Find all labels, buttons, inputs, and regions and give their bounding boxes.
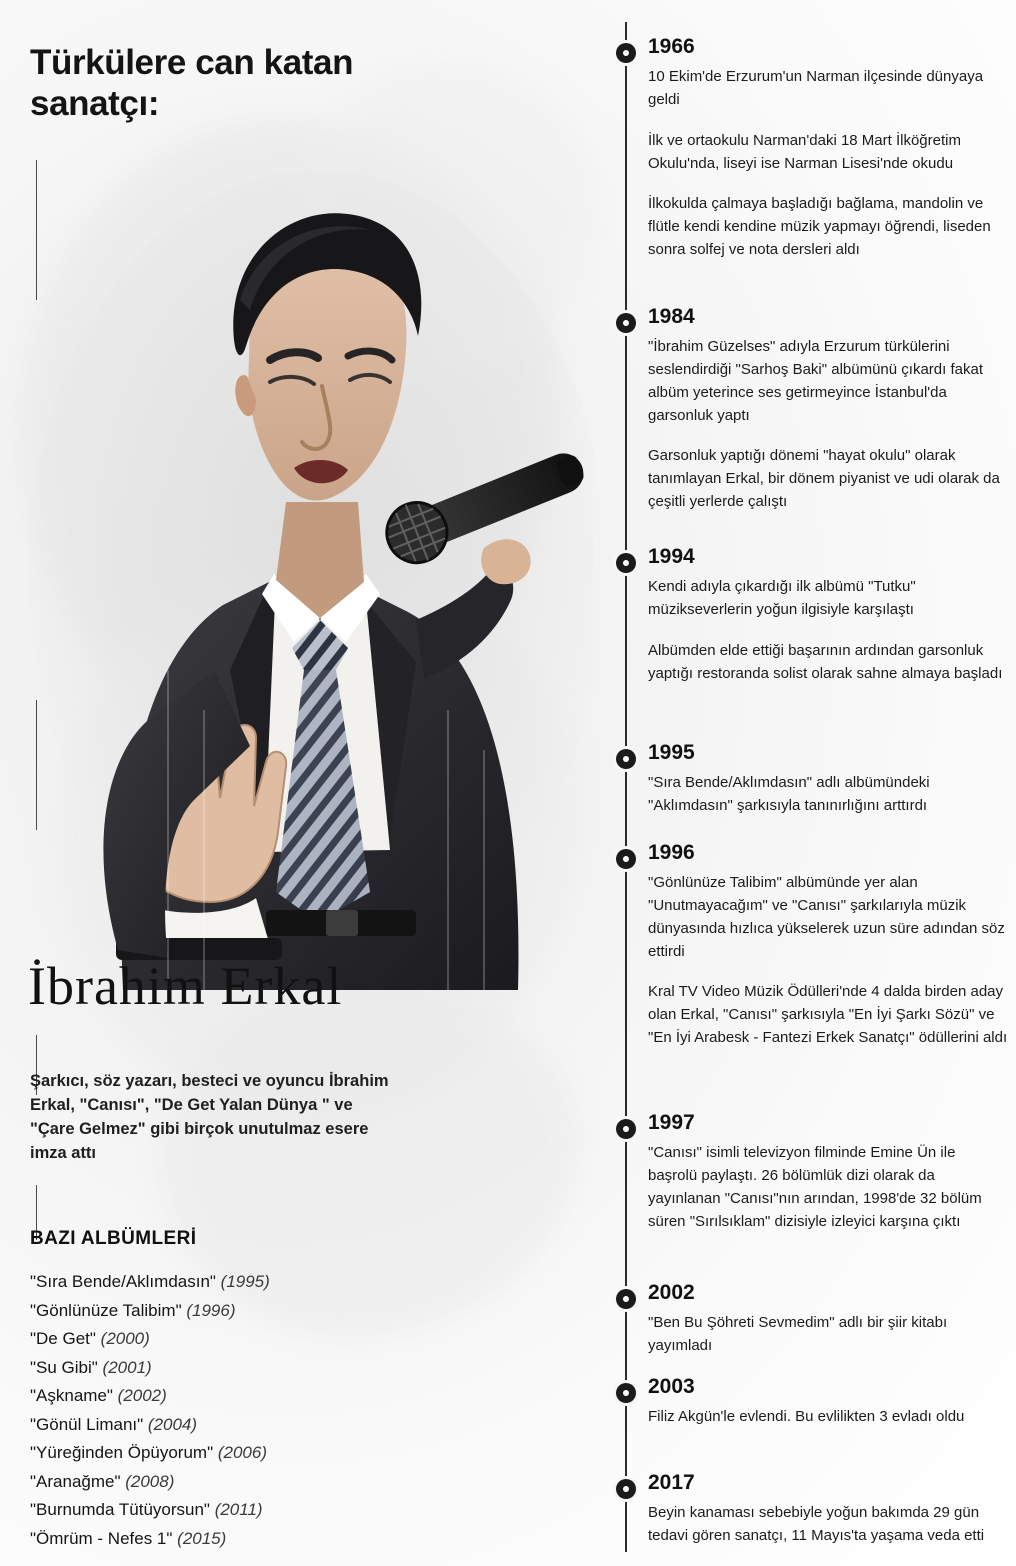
timeline-entry <box>600 532 1005 685</box>
album-year: (2008) <box>120 1471 175 1491</box>
timeline-entry <box>600 1098 1005 1233</box>
timeline-paragraph: Garsonluk yaptığı dönemi "hayat okulu" olarak tanımlayan Erkal, bir dönem piyanist ve udi olarak da çeşitli yerlerde çalıştı <box>648 447 1000 510</box>
album-title: "Ömrüm - Nefes 1" <box>30 1528 173 1548</box>
album-title: "De Get" <box>30 1329 96 1349</box>
albums-heading: BAZI ALBÜMLERİ <box>30 1228 197 1249</box>
timeline-dot-icon <box>616 749 636 769</box>
timeline-year: 1966 <box>648 35 695 58</box>
portrait-illustration <box>18 150 593 990</box>
album-item <box>30 1382 450 1411</box>
album-item <box>30 1297 450 1326</box>
timeline-year: 1984 <box>648 305 695 328</box>
timeline-entry <box>600 292 1005 514</box>
timeline-paragraph: Filiz Akgün'le evlendi. Bu evlilikten 3 evladı oldu <box>648 1408 965 1426</box>
album-year: (2000) <box>95 1329 150 1349</box>
album-item <box>30 1325 450 1354</box>
timeline-entry <box>600 22 1005 262</box>
album-year: (2004) <box>143 1414 198 1434</box>
person-name: İbrahim Erkal <box>28 956 343 1016</box>
timeline-paragraph: Albümden elde ettiği başarının ardından garsonluk yaptığı restoranda solist olarak sahne almaya başladı <box>648 641 1003 682</box>
timeline-dot-icon <box>616 1289 636 1309</box>
album-item <box>30 1268 450 1297</box>
timeline-dot-icon <box>616 849 636 869</box>
album-item <box>30 1411 450 1440</box>
timeline-year: 2017 <box>648 1471 695 1494</box>
timeline-entry <box>600 1268 1005 1358</box>
timeline-entry <box>600 728 1005 818</box>
timeline-dot-icon <box>616 313 636 333</box>
album-year: (2002) <box>112 1386 167 1406</box>
album-item <box>30 1468 450 1497</box>
album-year: (1996) <box>181 1300 236 1320</box>
album-year: (2011) <box>209 1500 263 1520</box>
timeline-paragraph: Kral TV Video Müzik Ödülleri'nde 4 dalda birden aday olan Erkal, "Canısı" şarkısıyla "En İyi Şarkı Sözü" ve "En İyi Arabesk - Fantezi Erkek Sanatçı" ödüllerini aldı <box>648 983 1008 1046</box>
page-title: Türkülere can katan sanatçı: <box>30 43 354 124</box>
album-title: "Aranağme" <box>30 1471 121 1491</box>
timeline-year: 1995 <box>648 741 695 764</box>
album-year: (2015) <box>172 1528 227 1548</box>
album-year: (1995) <box>215 1272 270 1291</box>
album-title: "Su Gibi" <box>30 1357 98 1377</box>
timeline-dot-icon <box>616 1383 636 1403</box>
albums-list <box>30 1268 450 1553</box>
timeline-dot-icon <box>616 43 636 63</box>
timeline-year: 1994 <box>648 545 695 568</box>
album-item <box>30 1354 450 1383</box>
timeline-entry <box>600 828 1008 1050</box>
album-year: (2006) <box>213 1443 267 1463</box>
album-title: "Gönül Limanı" <box>30 1414 144 1434</box>
album-item <box>30 1439 450 1468</box>
timeline-entry <box>600 1458 1005 1548</box>
timeline-dot-icon <box>616 1479 636 1499</box>
timeline-paragraph: "Gönlünüze Talibim" albümünde yer alan "Unutmayacağım" ve "Canısı" şarkılarıyla müzik dünyasında hızlıca yükselerek uzun süre adından söz ettirdi <box>648 874 1005 960</box>
album-title: "Aşkname" <box>30 1386 113 1406</box>
timeline-year: 2003 <box>648 1375 695 1398</box>
timeline-paragraph: İlk ve ortaokulu Narman'daki 18 Mart İlköğretim Okulu'nda, liseyi ise Narman Lisesi'nde okudu <box>648 131 961 172</box>
timeline-paragraph: İlkokulda çalmaya başladığı bağlama, mandolin ve flütle kendi kendine müzik yapmayı öğrendi, liseden sonra solfej ve nota dersleri aldı <box>648 195 991 258</box>
timeline-paragraph: 10 Ekim'de Erzurum'un Narman ilçesinde dünyaya geldi <box>648 68 984 108</box>
album-item <box>30 1525 450 1554</box>
person-description: Şarkıcı, söz yazarı, besteci ve oyuncu İbrahim Erkal, "Canısı", "De Get Yalan Dünya " ve "Çare Gelmez" gibi birçok unutulmaz esere imza attı <box>30 1072 389 1162</box>
timeline-paragraph: "Canısı" isimli televizyon filminde Emine Ün ile başrolü paylaştı. 26 bölümlük dizi olarak da yayınlanan "Canısı"nın arından, 1998'de 32 bölüm süren "Sırılsıklam" dizisiyle izleyici karşına çıktı <box>648 1144 982 1230</box>
album-year: (2001) <box>97 1357 152 1377</box>
timeline-year: 2002 <box>648 1281 695 1304</box>
timeline-paragraph: Beyin kanaması sebebiyle yoğun bakımda 29 gün tedavi gören sanatçı, 11 Mayıs'ta yaşama veda etti <box>648 1504 985 1544</box>
album-item <box>30 1496 450 1525</box>
timeline-column <box>600 0 1016 1566</box>
album-title: "Gönlünüze Talibim" <box>30 1300 182 1320</box>
album-title: "Burnumda Tütüyorsun" <box>30 1500 210 1520</box>
timeline-entry <box>600 1362 1005 1429</box>
album-title: "Yüreğinden Öpüyorum" <box>30 1443 214 1463</box>
timeline-paragraph: "Ben Bu Şöhreti Sevmedim" adlı bir şiir kitabı yayımladı <box>648 1314 948 1354</box>
timeline-dot-icon <box>616 1119 636 1139</box>
timeline-year: 1996 <box>648 841 695 864</box>
timeline-dot-icon <box>616 553 636 573</box>
album-title: "Sıra Bende/Aklımdasın" <box>30 1272 216 1291</box>
timeline-year: 1997 <box>648 1111 695 1134</box>
timeline-paragraph: Kendi adıyla çıkardığı ilk albümü "Tutku" müzikseverlerin yoğun ilgisiyle karşılaştı <box>648 578 916 618</box>
timeline-paragraph: "Sıra Bende/Aklımdasın" adlı albümündeki "Aklımdasın" şarkısıyla tanınırlığını arttırdı <box>648 774 930 814</box>
timeline-paragraph: "İbrahim Güzelses" adıyla Erzurum türkülerini seslendirdiği "Sarhoş Baki" albümünü çıkardı fakat albüm yeterince ses getirmeyince İstanbul'da garsonluk yaptı <box>648 338 983 424</box>
